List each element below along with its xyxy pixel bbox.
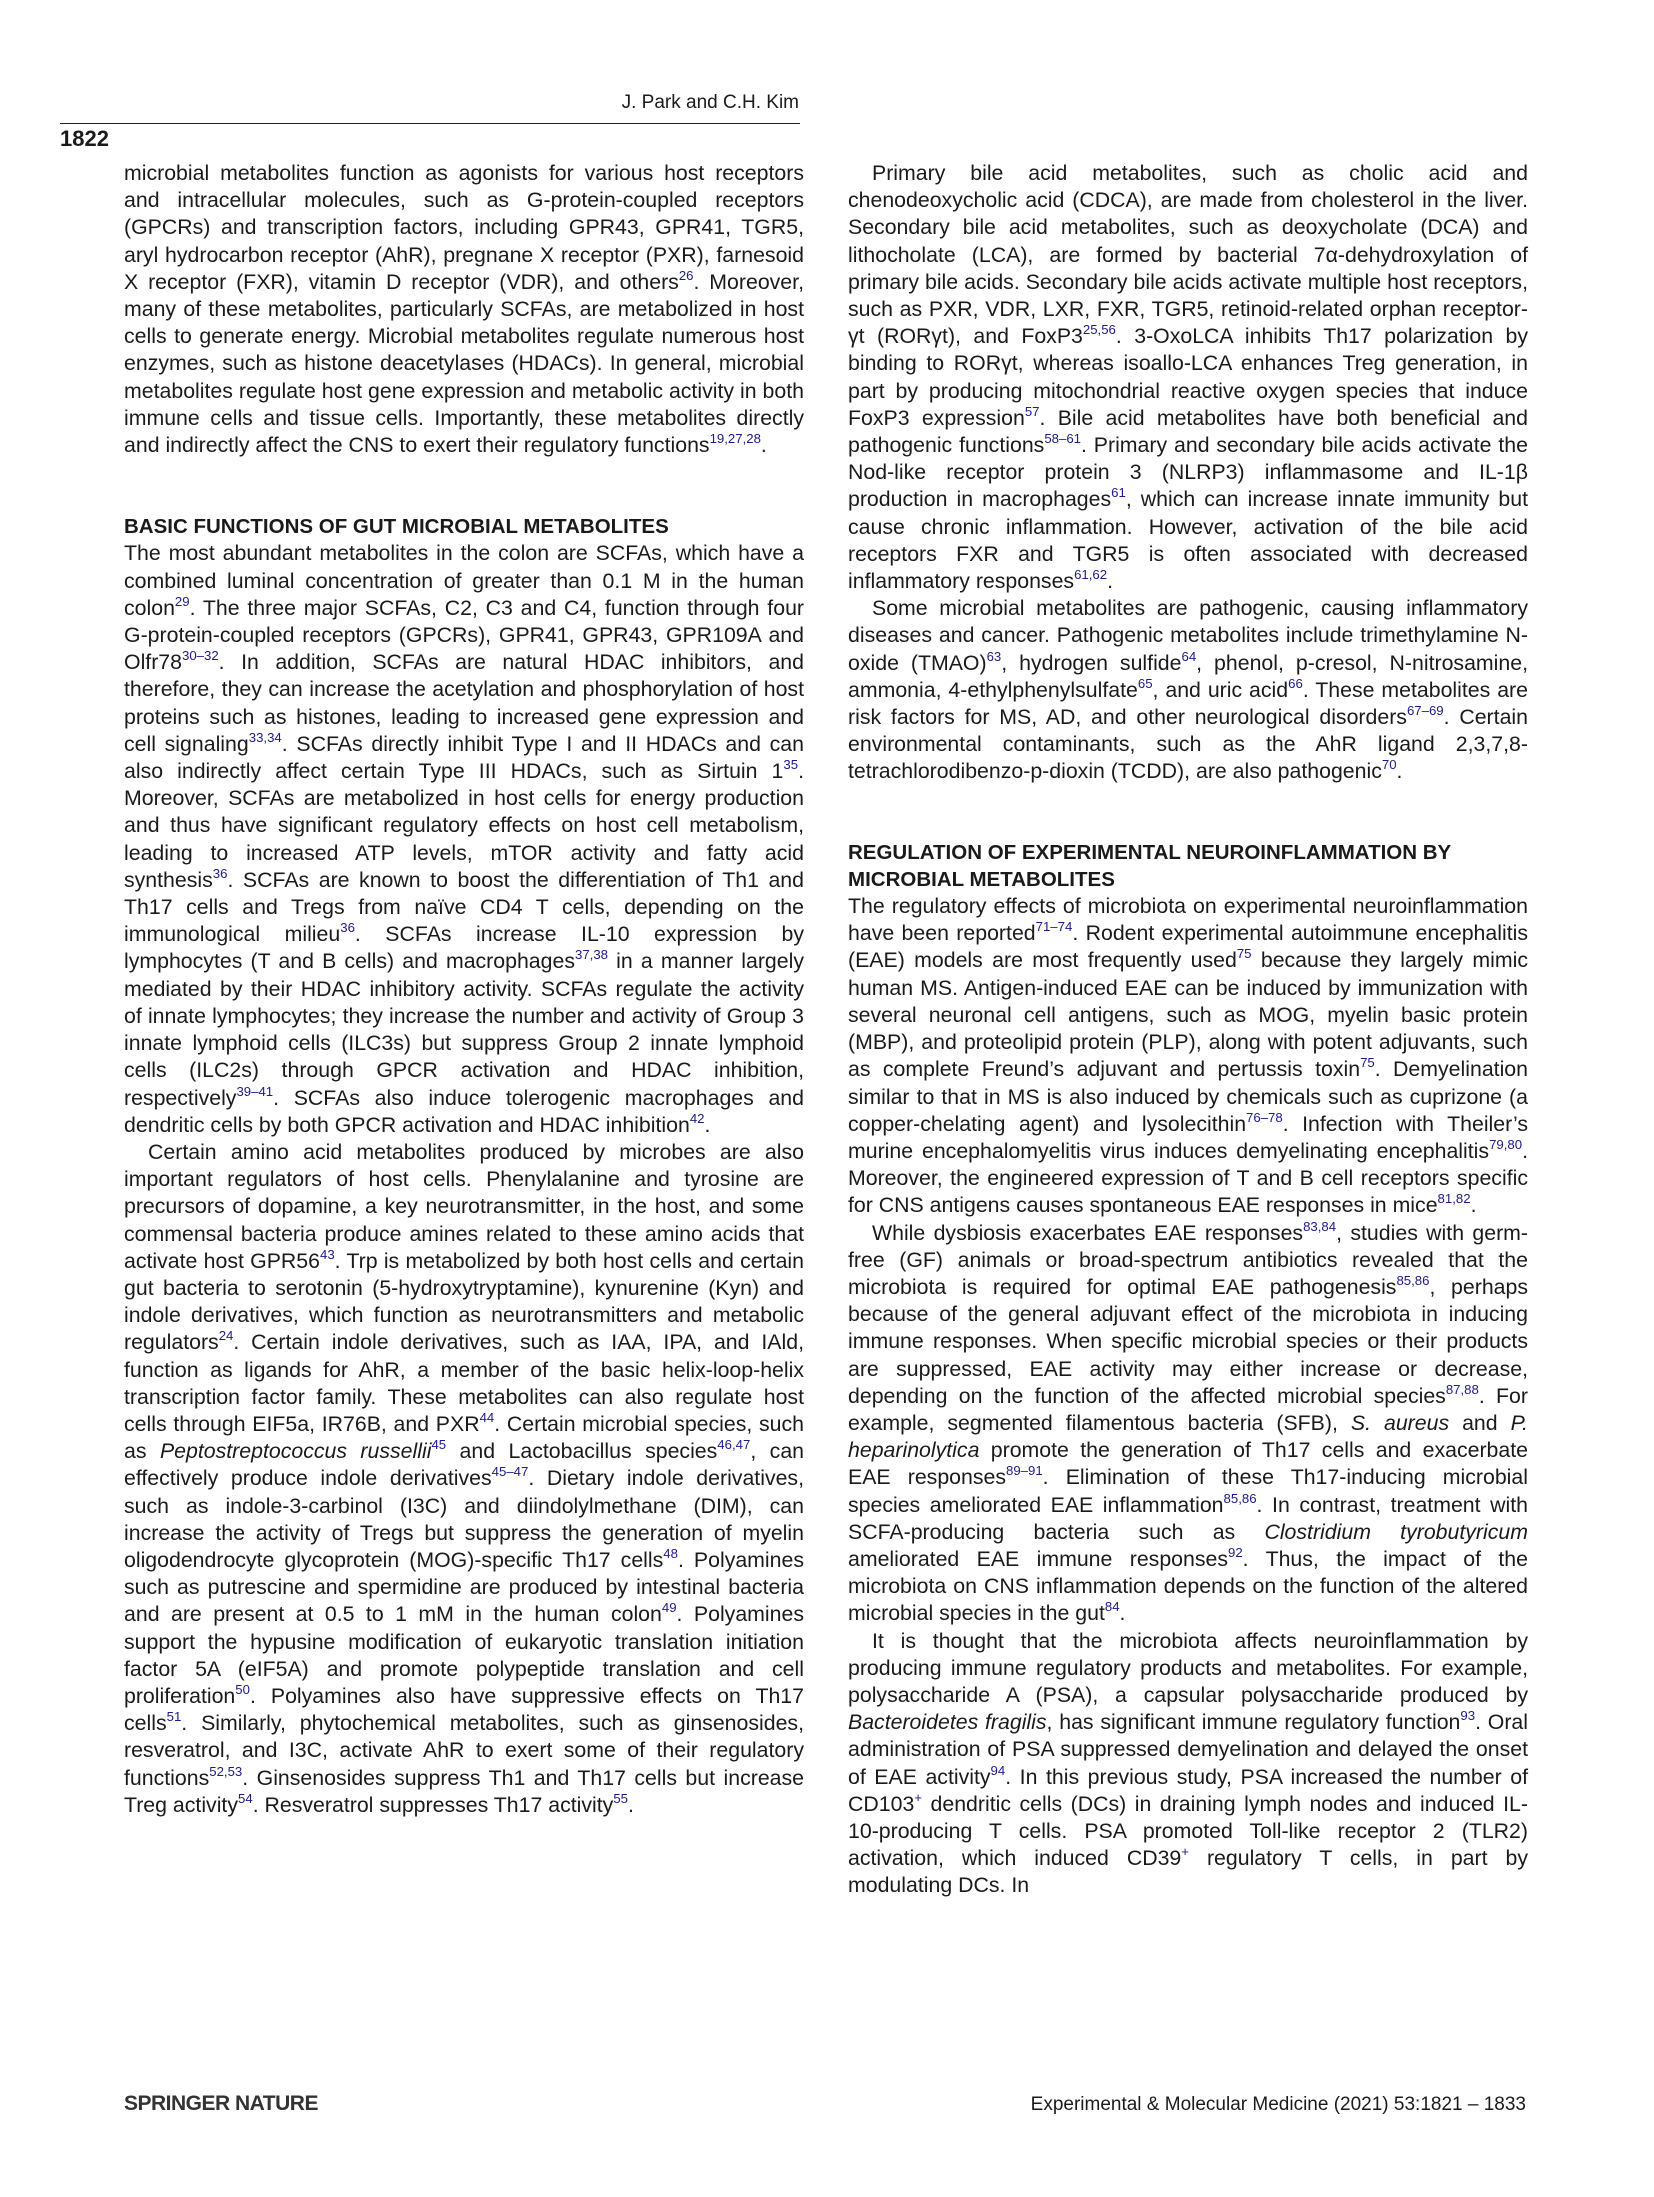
citation-ref[interactable]: 48 (663, 1545, 678, 1561)
citation-ref[interactable]: 49 (661, 1600, 677, 1616)
citation-ref[interactable]: 67–69 (1406, 702, 1444, 718)
text-run: . Infection with Theiler’s murine encephalomyelitis virus induces demyelinating encephalitis (848, 1111, 1529, 1163)
text-run: . For example, segmented filamentous bacteria (SFB), (848, 1383, 1528, 1435)
text-run: and (1449, 1410, 1511, 1435)
citation-ref[interactable]: 84 (1104, 1599, 1120, 1615)
text-run: . Trp is metabolized by both host cells and certain gut bacteria to serotonin (5-hydroxytryptamine), kynurenine (Kyn) and indole derivatives, which function as neurotransmitters and metabolic regulators (124, 1248, 804, 1355)
section-heading: BASIC FUNCTIONS OF GUT MICROBIAL METABOLITES (124, 515, 669, 539)
text-run: , and uric acid (1152, 677, 1289, 702)
running-head: J. Park and C.H. Kim (621, 92, 799, 113)
citation-ref[interactable]: 64 (1181, 648, 1197, 664)
citation-ref[interactable]: 43 (319, 1246, 335, 1262)
citation-ref[interactable]: 61 (1111, 485, 1126, 501)
citation-ref[interactable]: 39–41 (236, 1083, 274, 1099)
text-run: . (1396, 759, 1403, 784)
text-run: . Thus, the impact of the microbiota on CNS inflammation depends on the function of the altered microbial species in the gut (848, 1546, 1528, 1626)
citation-ref[interactable]: 30–32 (182, 648, 219, 664)
text-run: , perhaps because of the general adjuvant effect of the microbiota in inducing immune responses. When specific microbial species or their products are suppressed, EAE activity may either increase or decrease, depending on the function of the affected microbial species (848, 1274, 1529, 1408)
text-run: . Resveratrol suppresses Th17 activity (252, 1792, 614, 1817)
citation-ref[interactable]: 75 (1360, 1055, 1375, 1071)
citation-ref[interactable]: 81,82 (1437, 1191, 1471, 1207)
citation-ref[interactable]: 75 (1236, 946, 1252, 962)
text-run: . 3-OxoLCA inhibits Th17 polarization by binding to RORγt, whereas isoallo-LCA enhances Treg generation, in part by producing mitochondrial reactive oxygen species that induce FoxP3 expression (848, 324, 1528, 430)
citation-ref[interactable]: 42 (689, 1110, 705, 1126)
text-run: , hydrogen sulfide (1001, 650, 1182, 675)
citation-ref[interactable]: 37,38 (575, 947, 609, 963)
citation-ref[interactable]: 79,80 (1489, 1136, 1523, 1152)
citation-ref[interactable]: 92 (1228, 1544, 1243, 1560)
text-run: . Primary and secondary bile acids activate the Nod-like receptor protein 3 (NLRP3) inflammasome and IL-1β production in macrophages (848, 433, 1528, 512)
species-name: S. aureus (1350, 1410, 1450, 1435)
paragraph (848, 160, 1528, 595)
text-run: . In this previous study, PSA increased the number of CD103 (848, 1764, 1528, 1816)
text-run: The regulatory effects of microbiota on experimental neuroinflammation have been reported (848, 894, 1528, 946)
text-run: While dysbiosis exacerbates EAE responses (872, 1220, 1304, 1245)
citation-ref[interactable]: 76–78 (1246, 1109, 1283, 1125)
journal-citation: Experimental & Molecular Medicine (2021) 53:1821 – 1833 (1030, 2094, 1526, 2115)
publisher-logo: SPRINGER NATURE (124, 2092, 318, 2115)
text-run: . These metabolites are risk factors for MS, AD, and other neurological disorders (848, 677, 1528, 730)
text-run: . (704, 1112, 711, 1137)
citation-ref[interactable]: 85,86 (1223, 1490, 1257, 1506)
paragraph (124, 540, 804, 1138)
text-run: . SCFAs are known to boost the differentiation of Th1 and Th17 cells and Tregs from naïve CD4 T cells, depending on the immunological milieu (124, 867, 804, 947)
citation-ref[interactable]: 29 (174, 593, 190, 609)
text-run: . Certain indole derivatives, such as IAA, IPA, and IAld, function as ligands for AhR, a member of the basic helix-loop-helix transcription factor family. These metabolites can also regulate host cells through EIF5a, IR76B, and PXR (124, 1330, 804, 1436)
text-run: It is thought that the microbiota affects neuroinflammation by producing immune regulatory products and metabolites. For example, polysaccharide A (PSA), a capsular polysaccharide produced by (848, 1628, 1528, 1707)
paragraph (848, 1628, 1528, 1900)
citation-ref[interactable]: 93 (1460, 1707, 1476, 1723)
text-run: . SCFAs also induce tolerogenic macrophages and dendritic cells by both GPCR activation and HDAC inhibition (124, 1085, 804, 1137)
citation-ref[interactable]: 50 (235, 1681, 250, 1697)
citation-ref[interactable]: + (1181, 1843, 1189, 1859)
text-run: . Polyamines support the hypusine modification of eukaryotic translation initiation factor 5A (eIF5A) and promote polypeptide translation and cell proliferation (124, 1602, 804, 1708)
text-run: . Moreover, SCFAs are metabolized in host cells for energy production and thus have significant regulatory effects on host cell metabolism, leading to increased ATP levels, mTOR activity and fatty acid synthesis (124, 759, 804, 892)
text-run: , phenol, p-cresol, N-nitrosamine, ammonia, 4-ethylphenylsulfate (848, 650, 1528, 702)
text-run: . (1119, 1601, 1126, 1626)
citation-ref[interactable]: 45–47 (491, 1464, 529, 1480)
paragraph (848, 1220, 1528, 1628)
citation-ref[interactable]: 70 (1381, 757, 1397, 773)
citation-ref[interactable]: 46,47 (717, 1436, 751, 1452)
text-run: , has significant immune regulatory function (1046, 1710, 1461, 1735)
citation-ref[interactable]: 87,88 (1445, 1381, 1479, 1397)
text-run: microbial metabolites function as agonists for various host receptors and intracellular molecules, such as G-protein-coupled receptors (GPCRs) and transcription factors, including GPR43, GPR41, TGR5, aryl hydrocarbon receptor (AhR), pregnane X receptor (PXR), farnesoid X receptor (FXR), vitamin D receptor (VDR), and others (124, 161, 804, 294)
text-run: . Certain microbial species, such as (124, 1411, 804, 1464)
citation-ref[interactable]: 52,53 (209, 1763, 243, 1779)
citation-ref[interactable]: 44 (479, 1409, 495, 1425)
citation-ref[interactable]: 25,56 (1082, 321, 1116, 337)
right-column (848, 160, 1528, 1900)
citation-ref[interactable]: 58–61 (1044, 430, 1081, 446)
text-run: . The three major SCFAs, C2, C3 and C4, function through four G-protein-coupled receptors (GPCRs), GPR41, GPR43, GPR109A and Olfr78 (124, 595, 804, 675)
citation-ref[interactable]: 24 (218, 1328, 234, 1344)
citation-ref[interactable]: 36 (340, 920, 355, 936)
left-column (124, 160, 804, 1819)
paragraph (848, 893, 1528, 1219)
citation-ref[interactable]: 61,62 (1074, 566, 1108, 582)
text-run: . SCFAs directly inhibit Type I and II HDACs and can also indirectly affect certain Type III HDACs, such as Sirtuin 1 (124, 731, 804, 784)
text-run: . Similarly, phytochemical metabolites, such as ginsenosides, resveratrol, and I3C, activate AhR to exert some of their regulatory functions (124, 1711, 804, 1790)
text-run: . Moreover, the engineered expression of T and B cell receptors specific for CNS antigens causes spontaneous EAE responses in mice (848, 1138, 1528, 1218)
text-run: , studies with germ-free (GF) animals or broad-spectrum antibiotics revealed that the microbiota is required for optimal EAE pathogenesis (848, 1220, 1529, 1299)
paragraph (124, 1139, 804, 1819)
text-run: . In addition, SCFAs are natural HDAC inhibitors, and therefore, they can increase the acetylation and phosphorylation of host proteins such as histones, leading to increased gene expression and cell signaling (124, 650, 804, 756)
header-rule (60, 123, 800, 124)
citation-ref[interactable]: 33,34 (248, 729, 282, 745)
text-run: . Elimination of these Th17-inducing microbial species ameliorated EAE inflammation (848, 1465, 1528, 1517)
paragraph (848, 595, 1528, 785)
citation-ref[interactable]: + (914, 1789, 922, 1805)
text-run: . Demyelination similar to that in MS is also induced by chemicals such as cuprizone (a copper-chelating agent) and lysolecithin (848, 1057, 1529, 1136)
text-run: , which can increase innate immunity but cause chronic inflammation. However, activation of the bile acid receptors FXR and TGR5 is often associated with decreased inflammatory responses (848, 487, 1529, 594)
citation-ref[interactable]: 45 (431, 1436, 447, 1452)
text-run: ameliorated EAE immune responses (848, 1546, 1228, 1571)
text-run: . Polyamines also have suppressive effects on Th17 cells (124, 1683, 804, 1736)
citation-ref[interactable]: 63 (986, 648, 1002, 664)
citation-ref[interactable]: 66 (1288, 675, 1303, 691)
citation-ref[interactable]: 89–91 (1006, 1463, 1043, 1479)
text-run: promote the generation of Th17 cells and exacerbate EAE responses (848, 1438, 1528, 1490)
text-run: The most abundant metabolites in the colon are SCFAs, which have a combined luminal concentration of greater than 0.1 M in the human colon (124, 541, 804, 620)
citation-ref[interactable]: 94 (990, 1762, 1006, 1778)
text-run: Certain amino acid metabolites produced by microbes are also important regulators of host cells. Phenylalanine and tyrosine are precursors of dopamine, a key neurotransmitter, in the host, and some commensal bacteria produce amines related to these amino acids that activate host GPR56 (124, 1139, 804, 1273)
text-run: . Ginsenosides suppress Th1 and Th17 cells but increase Treg activity (124, 1765, 804, 1817)
text-run: . (1107, 569, 1114, 594)
text-run: in a manner largely mediated by their HDAC inhibitory activity. SCFAs regulate the activity of innate lymphocytes; they increase the number and activity of Group 3 innate lymphoid cells (ILC3s) but suppress Group 2 innate lymphoid cells (ILC2s) through GPCR activation and HDAC inhibition, respectively (124, 949, 804, 1110)
citation-ref[interactable]: 19,27,28 (709, 430, 761, 446)
text-run: . Certain environmental contaminants, such as the AhR ligand 2,3,7,8-tetrachlorodibenzo-p-dioxin (TCDD), are also pathogenic (848, 705, 1528, 784)
text-run: . (760, 433, 767, 458)
text-run: . Rodent experimental autoimmune encephalitis (EAE) models are most frequently used (848, 921, 1529, 973)
citation-ref[interactable]: 36 (212, 865, 228, 881)
text-run: . In contrast, treatment with SCFA-producing bacteria such as (848, 1492, 1528, 1544)
section-heading: REGULATION OF EXPERIMENTAL NEUROINFLAMMATION BY MICROBIAL METABOLITES (848, 840, 1451, 891)
text-run: . Moreover, many of these metabolites, particularly SCFAs, are metabolized in host cells to generate energy. Microbial metabolites regulate numerous host enzymes, such as histone deacetylases (HDACs). In general, microbial metabolites regulate host gene expression and metabolic activity in both immune cells and tissue cells. Importantly, these metabolites directly and indirectly affect the CNS to exert their regulatory functions (124, 269, 804, 458)
citation-ref[interactable]: 35 (783, 756, 799, 772)
citation-ref[interactable]: 71–74 (1035, 919, 1073, 935)
citation-ref[interactable]: 65 (1137, 675, 1153, 691)
citation-ref[interactable]: 26 (678, 267, 694, 283)
spacer (848, 786, 1528, 839)
text-run: dendritic cells (DCs) in draining lymph nodes and induced IL-10-producing T cells. PSA promoted Toll-like receptor 2 (TLR2) activation, which induced CD39 (848, 1791, 1528, 1871)
text-run: . (627, 1792, 634, 1817)
page-number: 1822 (60, 126, 109, 151)
text-run: regulatory T cells, in part by modulating DCs. In (848, 1846, 1528, 1898)
citation-ref[interactable]: 54 (238, 1790, 253, 1806)
text-run: Primary bile acid metabolites, such as cholic acid and chenodeoxycholic acid (CDCA), are made from cholesterol in the liver. Secondary bile acid metabolites, such as deoxycholate (DCA) and lithocholate (LCA), are formed by bacterial 7α-dehydroxylation of primary bile acids. Secondary bile acids activate multiple host receptors, such as PXR, VDR, LXR, FXR, TGR5, retinoid-related orphan receptor-γt (RORγt), and FoxP3 (848, 161, 1528, 349)
text-run: Some microbial metabolites are pathogenic, causing inflammatory diseases and cancer. Pathogenic metabolites include trimethylamine N-oxide (TMAO) (848, 596, 1528, 675)
text-run: . Bile acid metabolites have both beneficial and pathogenic functions (848, 405, 1528, 458)
text-run: . Oral administration of PSA suppressed demyelination and delayed the onset of EAE activity (848, 1710, 1528, 1789)
text-run: . (1470, 1193, 1477, 1218)
spacer (124, 459, 804, 513)
text-run: , can effectively produce indole derivatives (124, 1439, 805, 1491)
citation-ref[interactable]: 85,86 (1396, 1272, 1430, 1288)
species-name: Clostridium tyrobutyricum (1264, 1519, 1528, 1544)
text-run: . Dietary indole derivatives, such as indole-3-carbinol (I3C) and diindolylmethane (DIM), can increase the activity of Tregs but suppress the generation of myelin oligodendrocyte glycoprotein (MOG)-specific Th17 cells (124, 1466, 804, 1572)
text-run: and Lactobacillus species (446, 1439, 718, 1464)
species-name: Bacteroidetes fragilis (848, 1710, 1047, 1735)
citation-ref[interactable]: 83,84 (1303, 1218, 1337, 1234)
citation-ref[interactable]: 57 (1024, 403, 1040, 419)
text-run: because they largely mimic human MS. Antigen-induced EAE can be induced by immunization with several neuronal cell antigens, such as MOG, myelin basic protein (MBP), and proteolipid protein (PLP), along with potent adjuvants, such as complete Freund’s adjuvant and pertussis toxin (848, 948, 1528, 1082)
text-run: . Polyamines such as putrescine and spermidine are produced by intestinal bacteria and are present at 0.5 to 1 mM in the human colon (124, 1547, 804, 1627)
species-name: P. heparinolytica (848, 1410, 1528, 1463)
paragraph (124, 160, 804, 459)
citation-ref[interactable]: 51 (166, 1708, 182, 1724)
species-name: Peptostreptococcus russellii (159, 1439, 432, 1464)
citation-ref[interactable]: 55 (613, 1790, 628, 1806)
text-run: . SCFAs increase IL-10 expression by lymphocytes (T and B cells) and macrophages (124, 922, 805, 974)
